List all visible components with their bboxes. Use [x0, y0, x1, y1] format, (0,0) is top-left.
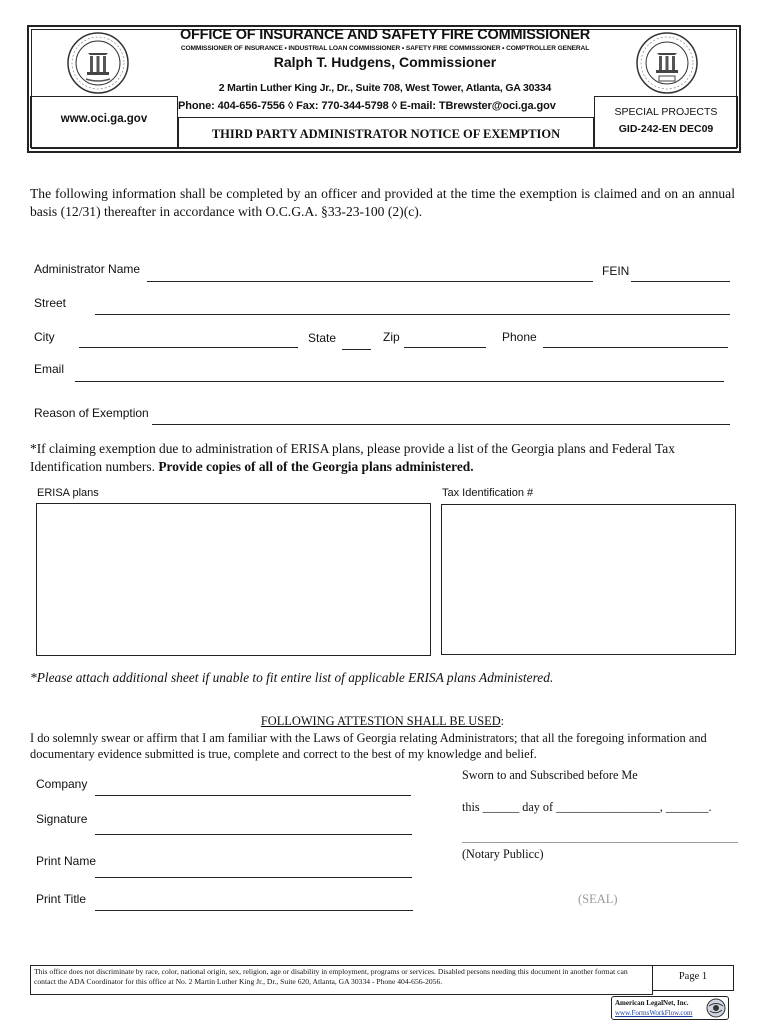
print-name-label: Print Name	[36, 854, 97, 868]
company-label: Company	[36, 777, 88, 791]
city-label: City	[34, 330, 55, 344]
print-title-label: Print Title	[36, 892, 87, 906]
attestation-heading	[30, 714, 735, 729]
special-projects-label: SPECIAL PROJECTS	[614, 106, 718, 118]
form-code: GID-242-EN DEC09	[618, 123, 714, 135]
tax-id-box[interactable]	[441, 504, 736, 655]
administrator-name-label: Administrator Name	[34, 262, 141, 276]
sworn-text: Sworn to and Subscribed before Me	[462, 768, 638, 782]
fein-label: FEIN	[602, 264, 630, 278]
office-subtitle: COMMISSIONER OF INSURANCE • INDUSTRIAL LOAN COMMISSIONER • SAFETY FIRE COMMISSIONER • COMPTROLLER GENERAL	[180, 45, 590, 52]
seal-label: (SEAL)	[578, 892, 618, 906]
email-label: Email	[34, 362, 65, 376]
notary-date-line[interactable]: this ______ day of _________________, _______.	[462, 800, 712, 814]
erisa-note-emphasis: Provide copies of all of the Georgia plans administered.	[158, 459, 474, 474]
street-field[interactable]	[95, 314, 730, 315]
office-contact: Phone: 404-656-7556 ◊ Fax: 770-344-5798 ◊ E-mail: TBrewster@oci.ga.gov	[178, 100, 556, 112]
company-field[interactable]	[95, 795, 411, 796]
reason-label: Reason of Exemption	[34, 406, 149, 420]
phone-label: Phone	[502, 330, 537, 344]
attach-note: *Please attach additional sheet if unable to fit entire list of applicable ERISA plans Administered.	[30, 670, 554, 685]
attestation-heading-colon: :	[500, 714, 505, 728]
erisa-plans-box[interactable]	[36, 503, 431, 656]
signature-field[interactable]	[95, 834, 412, 835]
phone-field[interactable]	[543, 347, 728, 348]
brand-link[interactable]: www.FormsWorkFlow.com	[615, 1009, 693, 1017]
office-address: 2 Martin Luther King Jr., Dr., Suite 708, West Tower, Atlanta, GA 30334	[218, 82, 552, 94]
notary-label: (Notary Publicc)	[462, 847, 544, 861]
zip-label: Zip	[383, 330, 400, 344]
attestation-text: I do solemnly swear or affirm that I am familiar with the Laws of Georgia relating Administrators; that all the foregoing information and documentary evidence submitted is true, complete and correct to the best of my knowledge and belief.	[30, 731, 707, 761]
footer-disclaimer: This office does not discriminate by race, color, national origin, sex, religion, age or disability in employment, programs or services. Disabled persons needing this document in another format can contact the ADA Coordinator for this office at No. 2 Martin Luther King Jr., Dr., Suite 620, Atlanta, GA 30334 - Phone 404-656-2056.	[34, 967, 628, 986]
administrator-name-field[interactable]	[147, 281, 593, 282]
reason-field[interactable]	[152, 424, 730, 425]
erisa-note-text: *If claiming exemption due to administration of ERISA plans, please provide a list of the Georgia plans and Federal Tax Identification numbers.	[30, 441, 675, 474]
print-title-field[interactable]	[95, 910, 413, 911]
brand-globe-icon	[706, 998, 726, 1018]
zip-field[interactable]	[404, 347, 486, 348]
city-field[interactable]	[79, 347, 298, 348]
state-seal-icon	[66, 31, 130, 95]
page-number: Page 1	[678, 971, 708, 982]
commissioner-name: Ralph T. Hudgens, Commissioner	[273, 54, 497, 70]
erisa-note	[30, 440, 735, 476]
intro-paragraph: The following information shall be completed by an officer and provided at the time the exemption is claimed and on an annual basis (12/31) thereafter in accordance with O.C.G.A. §33-23-100 (2)(c).	[30, 186, 735, 219]
fein-field[interactable]	[631, 281, 730, 282]
attestation-heading-text: FOLLOWING ATTESTION SHALL BE USED	[260, 714, 501, 728]
print-name-field[interactable]	[95, 877, 412, 878]
erisa-plans-label: ERISA plans	[37, 487, 99, 499]
office-title: OFFICE OF INSURANCE AND SAFETY FIRE COMMISSIONER	[179, 27, 591, 43]
notary-signature-line[interactable]: ______________________________________________	[462, 830, 738, 844]
email-field[interactable]	[75, 381, 724, 382]
website-link[interactable]: www.oci.ga.gov	[60, 113, 148, 125]
brand-name: American LegalNet, Inc.	[615, 999, 689, 1007]
special-projects-box	[594, 96, 738, 148]
state-label: State	[308, 331, 337, 345]
signature-label: Signature	[36, 812, 88, 826]
street-label: Street	[34, 296, 67, 310]
tax-id-label: Tax Identification #	[442, 487, 534, 499]
form-title: THIRD PARTY ADMINISTRATOR NOTICE OF EXEMPTION	[211, 127, 561, 141]
insurance-seal-icon	[635, 31, 699, 95]
state-field[interactable]	[342, 349, 371, 350]
